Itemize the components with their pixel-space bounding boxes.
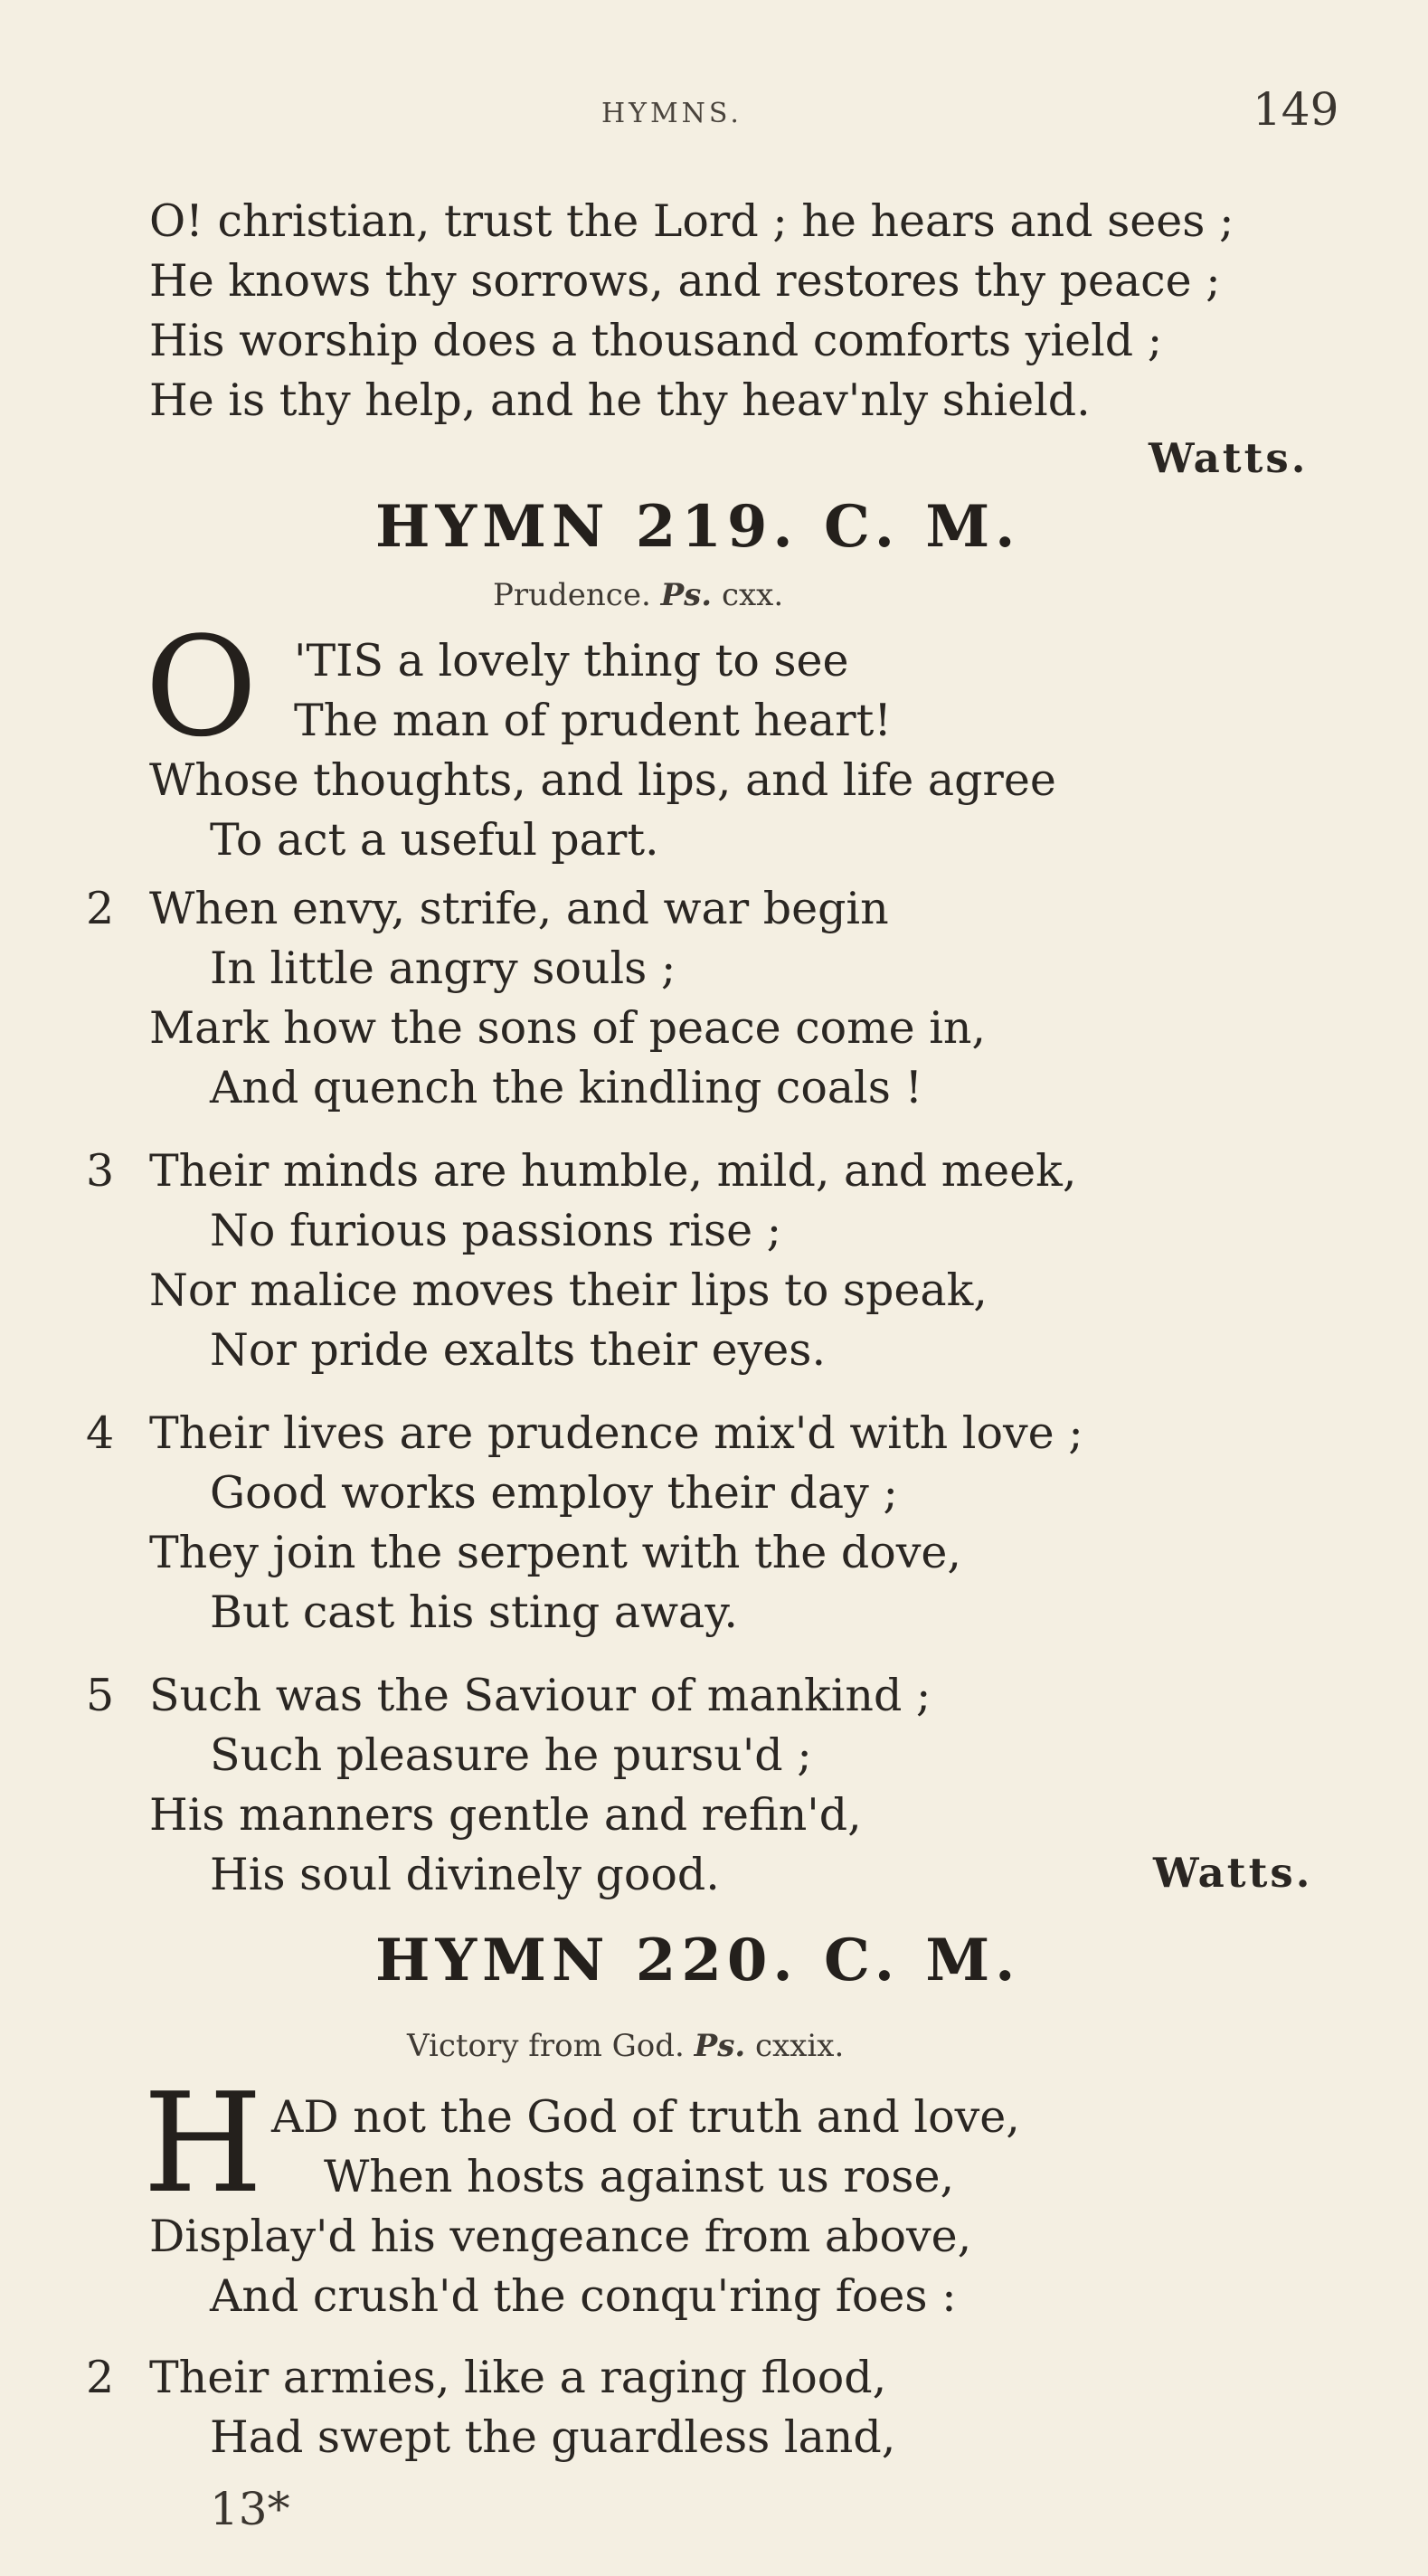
hymn-219-verse-5-line: His manners gentle and refin'd, <box>149 1789 862 1841</box>
hymn-220-title: HYMN 220. C. M. <box>375 1927 1021 1994</box>
hymn-219-verse-3-line: Nor malice moves their lips to speak, <box>149 1264 988 1316</box>
hymn-220-verse-1-line: Display'd his vengeance from above, <box>149 2211 972 2262</box>
hymn-220-verse-1-line: AD not the God of truth and love, <box>271 2091 1020 2143</box>
hymn-219-verse-3-line: Their minds are humble, mild, and meek, <box>149 1145 1077 1197</box>
hymn-219-verse-4-line: Their lives are prudence mix'd with love ; <box>149 1407 1083 1459</box>
hymn-219-verse-5-line: Such was the Saviour of mankind ; <box>149 1670 932 1721</box>
hymn-220-topic: Victory from God. <box>407 2028 685 2064</box>
hymn-219-verse-4-line: They join the serpent with the dove, <box>149 1527 961 1578</box>
hymn-219-verse-2-line: In little angry souls ; <box>210 942 676 994</box>
hymn-219-verse-2-line: And quench the kindling coals ! <box>210 1062 923 1113</box>
hymn-219-verse-1-line: Whose thoughts, and lips, and life agree <box>149 754 1056 806</box>
prev-verse-line: His worship does a thousand comforts yield ; <box>149 315 1163 366</box>
prev-verse-line: He is thy help, and he thy heav'nly shield. <box>149 374 1091 426</box>
prev-hymn-signature: Watts. <box>1149 434 1309 482</box>
hymn-220-verse-2-line: Their armies, like a raging flood, <box>149 2352 887 2403</box>
verse-number: 3 <box>86 1145 115 1197</box>
hymn-219-verse-2-line: When envy, strife, and war begin <box>149 883 889 934</box>
prev-verse-line: O! christian, trust the Lord ; he hears and sees ; <box>149 195 1234 247</box>
hymn-220-drop-cap: H <box>143 2063 263 2223</box>
hymn-220-ps: Ps. <box>694 2028 746 2064</box>
hymn-219-signature: Watts. <box>1153 1849 1313 1897</box>
running-header: HYMNS. <box>601 98 742 129</box>
signature-mark: 13* <box>210 2483 290 2535</box>
hymn-219-psalm-ref: cxx. <box>721 577 784 613</box>
hymn-220-verse-1-line: And crush'd the conqu'ring foes : <box>210 2270 957 2322</box>
hymn-219-subtitle <box>493 577 783 613</box>
hymn-219-verse-5-line: His soul divinely good. <box>210 1849 720 1900</box>
verse-number: 5 <box>86 1670 115 1721</box>
hymn-220-subtitle <box>407 2028 844 2064</box>
hymn-219-verse-3-line: Nor pride exalts their eyes. <box>210 1324 827 1376</box>
hymn-219-verse-1-line: To act a useful part. <box>210 814 659 866</box>
hymn-219-verse-5-line: Such pleasure he pursu'd ; <box>210 1729 812 1781</box>
prev-verse-line: He knows thy sorrows, and restores thy peace ; <box>149 255 1221 307</box>
hymn-219-drop-cap: O <box>145 607 258 767</box>
hymn-220-psalm-ref: cxxix. <box>755 2028 845 2064</box>
verse-number: 2 <box>86 883 115 934</box>
page-number: 149 <box>1253 83 1339 136</box>
hymn-219-verse-3-line: No furious passions rise ; <box>210 1205 782 1256</box>
verse-number: 4 <box>86 1407 115 1459</box>
hymn-219-title: HYMN 219. C. M. <box>375 493 1021 561</box>
hymn-219-verse-4-line: But cast his sting away. <box>210 1586 738 1638</box>
hymn-219-verse-2-line: Mark how the sons of peace come in, <box>149 1002 986 1054</box>
hymn-220-verse-1-line: When hosts against us rose, <box>324 2151 955 2202</box>
hymn-219-verse-1-line: 'TIS a lovely thing to see <box>294 635 849 687</box>
hymn-220-verse-2-line: Had swept the guardless land, <box>210 2411 896 2463</box>
hymn-219-ps: Ps. <box>660 577 713 613</box>
hymn-219-topic: Prudence. <box>493 577 651 613</box>
hymn-219-verse-1-line: The man of prudent heart! <box>294 695 892 746</box>
verse-number: 2 <box>86 2352 115 2403</box>
hymn-219-verse-4-line: Good works employ their day ; <box>210 1467 898 1519</box>
